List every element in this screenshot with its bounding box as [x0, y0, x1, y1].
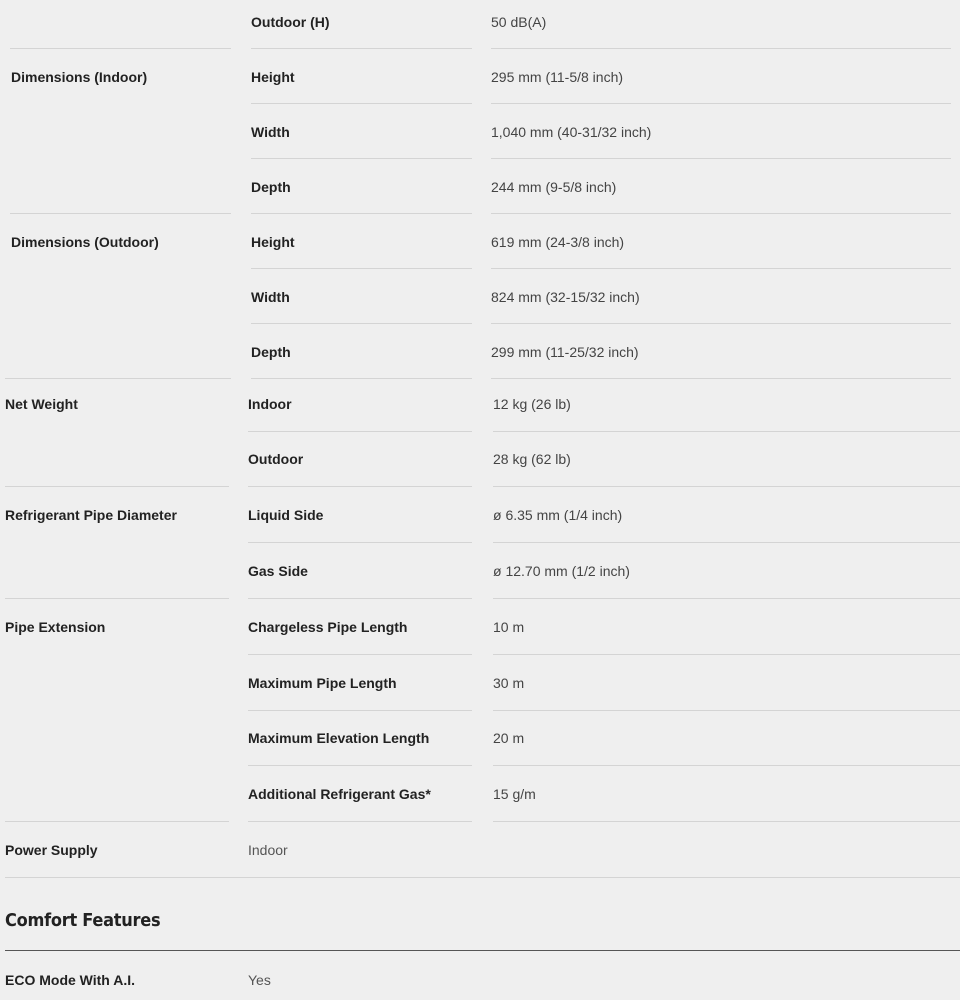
- divider: [493, 486, 960, 487]
- spec-category: Dimensions (Indoor): [11, 69, 148, 85]
- spec-value: 244 mm (9-5/8 inch): [491, 179, 617, 195]
- spec-value: 30 m: [493, 675, 525, 691]
- divider: [10, 48, 231, 49]
- divider: [5, 598, 229, 599]
- divider: [491, 378, 951, 379]
- spec-category: ECO Mode With A.I.: [5, 972, 136, 988]
- divider: [5, 821, 229, 822]
- spec-value: Yes: [248, 972, 271, 988]
- divider: [491, 158, 951, 159]
- section-divider: [5, 950, 960, 951]
- spec-label: Maximum Elevation Length: [248, 730, 430, 746]
- divider: [248, 542, 472, 543]
- spec-value: 1,040 mm (40-31/32 inch): [491, 124, 652, 140]
- spec-value: ø 12.70 mm (1/2 inch): [493, 563, 630, 579]
- spec-value: 20 m: [493, 730, 525, 746]
- divider: [491, 323, 951, 324]
- spec-label: Outdoor: [248, 451, 304, 467]
- spec-label: Chargeless Pipe Length: [248, 619, 408, 635]
- divider: [491, 268, 951, 269]
- divider: [491, 48, 951, 49]
- divider: [493, 598, 960, 599]
- spec-label: Width: [251, 289, 290, 305]
- divider: [251, 48, 472, 49]
- divider: [251, 158, 472, 159]
- divider: [248, 431, 472, 432]
- spec-category: Net Weight: [5, 396, 78, 412]
- spec-label: Indoor: [248, 396, 292, 412]
- divider: [248, 821, 472, 822]
- spec-label: Depth: [251, 344, 291, 360]
- spec-value: 12 kg (26 lb): [493, 396, 571, 412]
- divider: [248, 654, 472, 655]
- divider: [5, 486, 229, 487]
- spec-value: 50 dB(A): [491, 14, 547, 30]
- spec-category: Power Supply: [5, 842, 98, 858]
- divider: [493, 710, 960, 711]
- divider: [493, 542, 960, 543]
- spec-label: Height: [251, 69, 295, 85]
- divider: [493, 431, 960, 432]
- divider: [491, 213, 951, 214]
- divider: [248, 765, 472, 766]
- divider: [251, 213, 472, 214]
- spec-label: Height: [251, 234, 295, 250]
- spec-category: Pipe Extension: [5, 619, 106, 635]
- spec-label: Gas Side: [248, 563, 308, 579]
- divider: [251, 103, 472, 104]
- spec-value: 28 kg (62 lb): [493, 451, 571, 467]
- spec-label: Outdoor (H): [251, 14, 330, 30]
- spec-label: Width: [251, 124, 290, 140]
- spec-category: Refrigerant Pipe Diameter: [5, 507, 177, 523]
- spec-value: ø 6.35 mm (1/4 inch): [493, 507, 623, 523]
- spec-label: Depth: [251, 179, 291, 195]
- section-title: Comfort Features: [5, 910, 161, 931]
- divider: [493, 654, 960, 655]
- divider: [248, 486, 472, 487]
- spec-value: 619 mm (24-3/8 inch): [491, 234, 625, 250]
- spec-value: 15 g/m: [493, 786, 536, 802]
- spec-value: 10 m: [493, 619, 525, 635]
- spec-label: Maximum Pipe Length: [248, 675, 397, 691]
- spec-value: 824 mm (32-15/32 inch): [491, 289, 640, 305]
- spec-value: 295 mm (11-5/8 inch): [491, 69, 624, 85]
- divider: [251, 378, 472, 379]
- divider: [5, 877, 960, 878]
- divider: [251, 323, 472, 324]
- divider: [248, 710, 472, 711]
- divider: [5, 378, 231, 379]
- divider: [10, 213, 231, 214]
- divider: [248, 598, 472, 599]
- spec-label: Indoor: [248, 842, 288, 858]
- spec-label: Liquid Side: [248, 507, 324, 523]
- spec-category: Dimensions (Outdoor): [11, 234, 159, 250]
- divider: [251, 268, 472, 269]
- divider: [491, 103, 951, 104]
- spec-value: 299 mm (11-25/32 inch): [491, 344, 639, 360]
- spec-label: Additional Refrigerant Gas*: [248, 786, 431, 802]
- divider: [493, 821, 960, 822]
- divider: [493, 765, 960, 766]
